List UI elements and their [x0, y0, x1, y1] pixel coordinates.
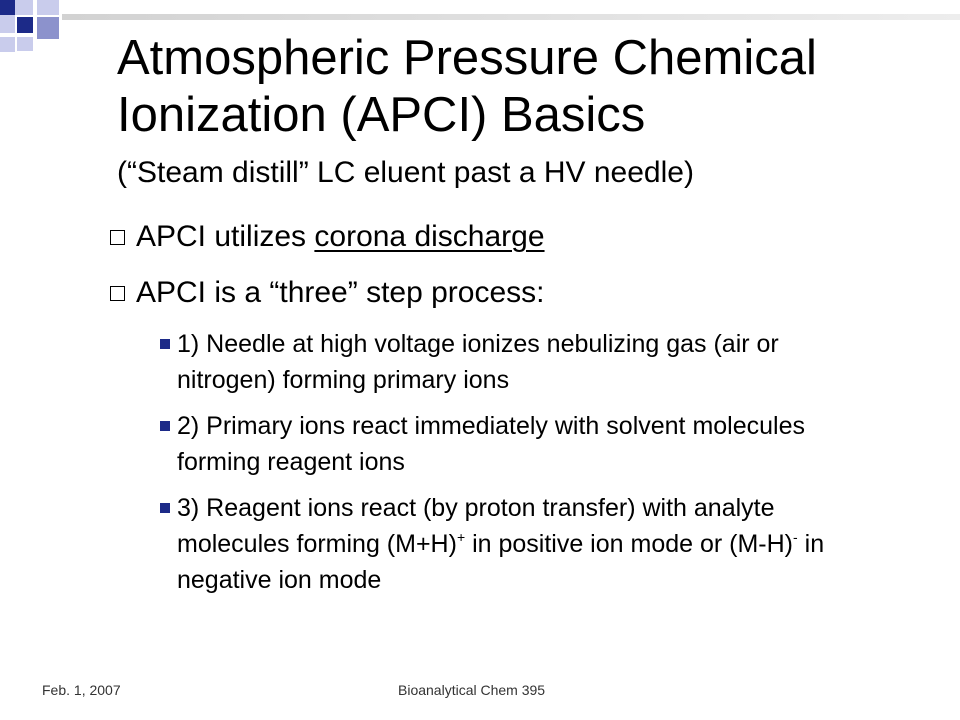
decor-square: [37, 17, 59, 39]
sub-bullet-part: in positive ion mode or (M-H): [465, 530, 794, 558]
slide-title: [117, 30, 937, 145]
square-bullet-icon: [160, 503, 170, 513]
square-bullet-icon: [160, 339, 170, 349]
checkbox-bullet-icon: [110, 230, 125, 245]
decor-square: [37, 0, 59, 15]
sub-bullet-text: [177, 490, 877, 598]
decor-square: [0, 15, 15, 33]
sub-bullet-text: 2) Primary ions react immediately with solvent molecules forming reagent ions: [177, 412, 805, 476]
decor-square: [17, 37, 33, 51]
footer-date: Feb. 1, 2007: [42, 682, 121, 698]
slide-subtitle: (“Steam distill” LC eluent past a HV needle): [117, 156, 694, 189]
bullet-text-main: APCI utilizes: [136, 220, 315, 253]
superscript-plus: +: [456, 529, 466, 545]
superscript-minus: -: [793, 529, 798, 545]
title-line-1: Atmospheric Pressure Chemical: [117, 31, 817, 85]
sub-bullet-part: in negative ion mode: [177, 530, 825, 594]
checkbox-bullet-icon: [110, 286, 125, 301]
title-line-2: Ionization (APCI) Basics: [117, 88, 646, 143]
bullet-text: [136, 220, 545, 254]
decor-square: [0, 0, 15, 15]
decor-square: [15, 0, 33, 15]
decor-square: [0, 37, 15, 52]
footer-course: Bioanalytical Chem 395: [398, 682, 546, 698]
sub-bullet-text: 1) Needle at high voltage ionizes nebulizing gas (air or nitrogen) forming primary ions: [177, 330, 779, 394]
sub-bullet-part: 3) Reagent ions react (by proton transfer) with analyte molecules forming (M+H): [177, 494, 775, 558]
top-bar: [62, 14, 960, 20]
underlined-term: corona discharge: [314, 220, 545, 253]
decor-square: [17, 17, 33, 33]
bullet-text: APCI is a “three” step process:: [136, 276, 545, 309]
square-bullet-icon: [160, 421, 170, 431]
